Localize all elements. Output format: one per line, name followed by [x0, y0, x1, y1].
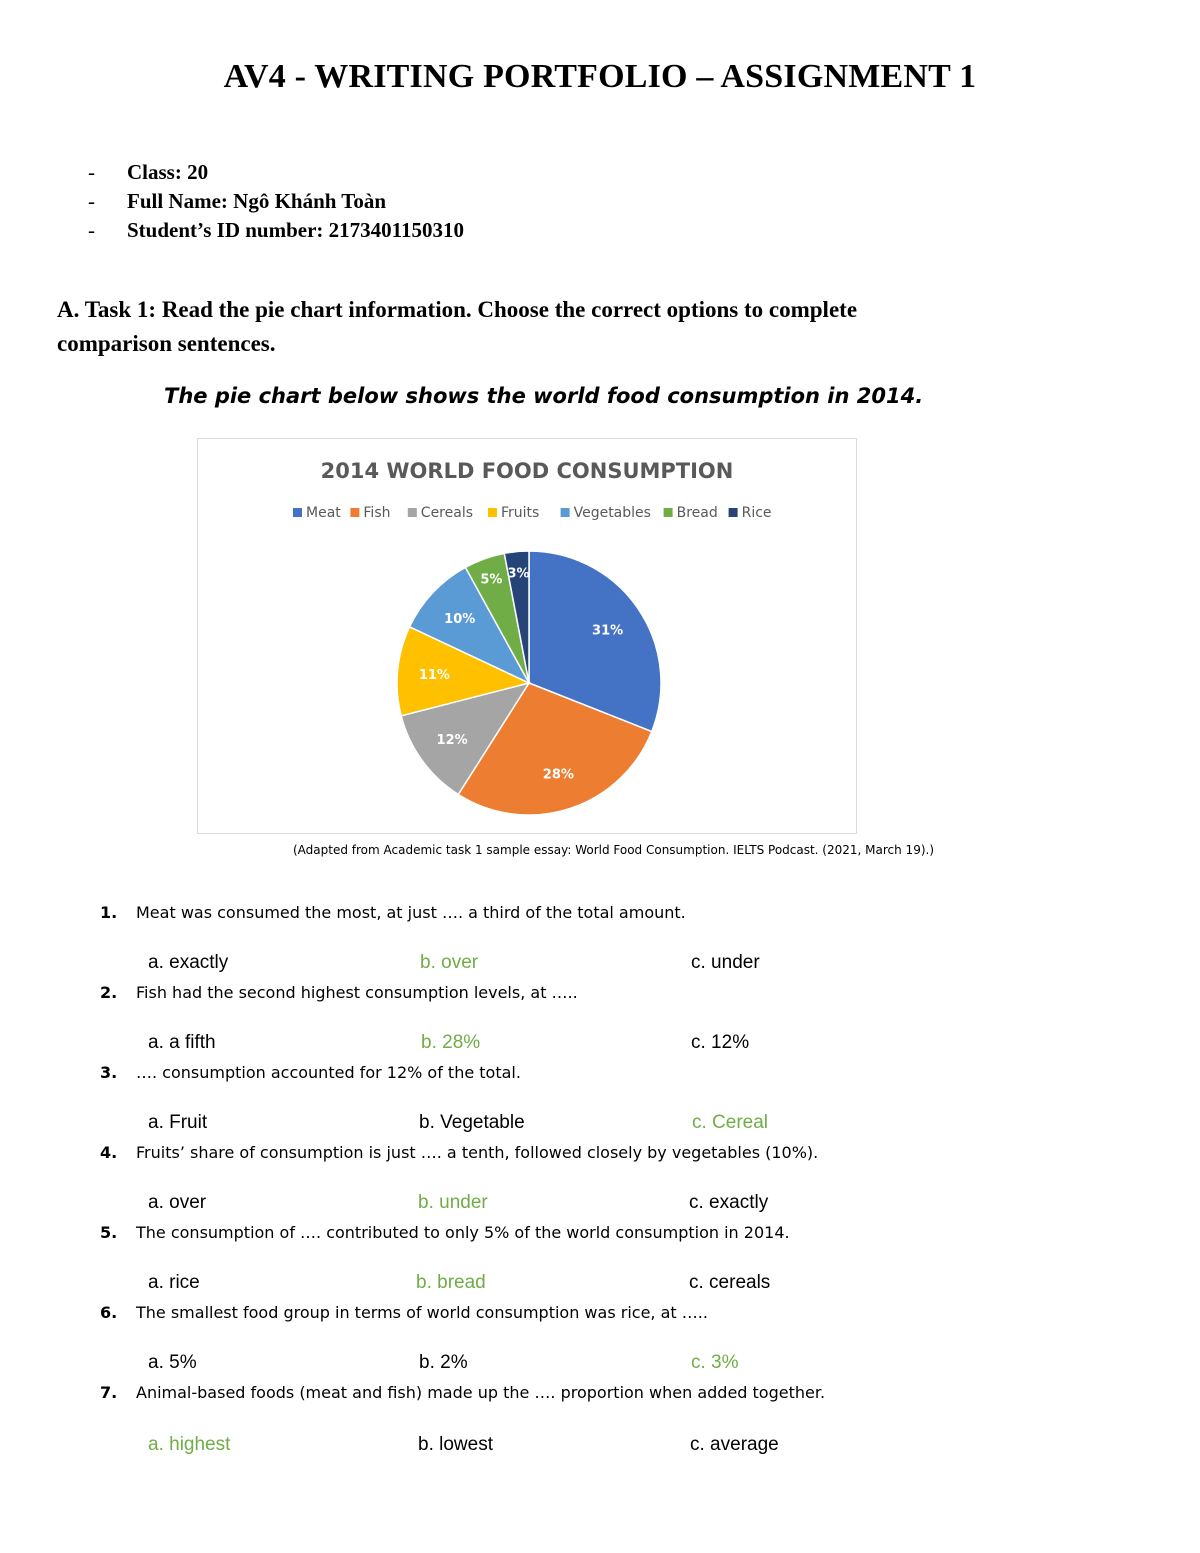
option-b: b. 2%	[419, 1352, 468, 1373]
question-item	[100, 1380, 1100, 1460]
pie-chart-svg	[198, 439, 856, 833]
task-heading-line2: comparison sentences.	[57, 331, 276, 356]
option-c: c. average	[690, 1434, 779, 1455]
question-text: Animal-based foods (meat and fish) made up the …. proportion when added together.	[136, 1382, 826, 1402]
question-number: 7.	[100, 1382, 118, 1402]
option-c: c. 12%	[691, 1032, 750, 1053]
data-label-cereals: 12%	[436, 732, 468, 748]
document-title: AV4 - WRITING PORTFOLIO – ASSIGNMENT 1	[223, 58, 977, 95]
option-a: a. over	[148, 1192, 207, 1213]
legend-swatch-rice	[729, 508, 738, 517]
question-number: 4.	[100, 1142, 118, 1162]
option-b: b. Vegetable	[419, 1112, 525, 1133]
data-label-fruits: 11%	[418, 668, 450, 684]
option-b: b. over	[420, 952, 479, 973]
question-text: Meat was consumed the most, at just …. a third of the total amount.	[136, 902, 686, 922]
legend-label-fish: Fish	[363, 505, 391, 521]
legend-swatch-fruits	[488, 508, 497, 517]
option-b: b. lowest	[418, 1434, 493, 1455]
full-name-row	[88, 187, 464, 216]
student-info-list	[88, 158, 464, 245]
question-number: 2.	[100, 982, 118, 1002]
task-heading-line1: A. Task 1: Read the pie chart information. Choose the correct options to complete	[57, 297, 858, 322]
option-b: b. 28%	[421, 1032, 481, 1053]
question-text: The consumption of …. contributed to only 5% of the world consumption in 2014.	[136, 1222, 790, 1242]
question-number: 3.	[100, 1062, 118, 1082]
question-item	[100, 1220, 1100, 1298]
question-item	[100, 1300, 1100, 1378]
student-id-text: Student’s ID number: 2173401150310	[127, 218, 465, 242]
legend-label-bread: Bread	[676, 505, 718, 521]
question-item	[100, 980, 1100, 1058]
option-b: b. bread	[416, 1272, 486, 1293]
task-heading	[57, 293, 1057, 361]
chart-title: 2014 WORLD FOOD CONSUMPTION	[320, 459, 734, 483]
option-a: a. highest	[148, 1434, 231, 1455]
data-label-fish: 28%	[542, 767, 574, 783]
option-a: a. a fifth	[148, 1032, 216, 1053]
student-id-row	[88, 216, 464, 245]
option-a: a. Fruit	[148, 1112, 208, 1133]
source-citation: (Adapted from Academic task 1 sample essay: World Food Consumption. IELTS Podcast. (2021, March 19).)	[292, 843, 934, 857]
question-number: 6.	[100, 1302, 118, 1322]
option-a: a. 5%	[148, 1352, 197, 1373]
legend-label-meat: Meat	[306, 505, 341, 521]
option-a: a. rice	[148, 1272, 200, 1293]
option-b: b. under	[418, 1192, 488, 1213]
question-number: 5.	[100, 1222, 118, 1242]
question-text: Fish had the second highest consumption levels, at …..	[136, 982, 578, 1002]
legend-swatch-cereals	[408, 508, 417, 517]
question-text: …. consumption accounted for 12% of the total.	[136, 1062, 521, 1082]
question-item	[100, 900, 1100, 978]
option-c: c. cereals	[689, 1272, 771, 1293]
option-a: a. exactly	[148, 952, 229, 973]
legend-swatch-bread	[664, 508, 673, 517]
question-text: Fruits’ share of consumption is just …. a tenth, followed closely by vegetables (10%).	[136, 1142, 819, 1162]
legend-swatch-vegetables	[561, 508, 570, 517]
list-dash: -	[88, 160, 95, 184]
legend-label-cereals: Cereals	[420, 505, 474, 521]
data-label-meat: 31%	[592, 623, 624, 639]
list-dash: -	[88, 218, 95, 242]
option-c: c. exactly	[689, 1192, 769, 1213]
question-item	[100, 1060, 1100, 1138]
data-label-bread: 5%	[480, 572, 503, 588]
chart-caption: The pie chart below shows the world food consumption in 2014.	[164, 384, 924, 408]
pie-chart	[197, 438, 857, 834]
class-text: Class: 20	[127, 160, 209, 184]
option-c: c. 3%	[691, 1352, 739, 1373]
legend-label-fruits: Fruits	[501, 505, 540, 521]
list-dash: -	[88, 189, 95, 213]
full-name-text: Full Name: Ngô Khánh Toàn	[127, 189, 387, 213]
option-c: c. Cereal	[692, 1112, 769, 1133]
question-number: 1.	[100, 902, 118, 922]
legend-label-vegetables: Vegetables	[573, 505, 651, 521]
question-text: The smallest food group in terms of world consumption was rice, at …..	[136, 1302, 708, 1322]
legend-swatch-fish	[350, 508, 359, 517]
question-item	[100, 1140, 1100, 1218]
legend-label-rice: Rice	[741, 505, 772, 521]
data-label-rice: 3%	[507, 566, 530, 582]
data-label-vegetables: 10%	[444, 611, 476, 627]
class-row	[88, 158, 464, 187]
option-c: c. under	[691, 952, 760, 973]
legend-swatch-meat	[293, 508, 302, 517]
